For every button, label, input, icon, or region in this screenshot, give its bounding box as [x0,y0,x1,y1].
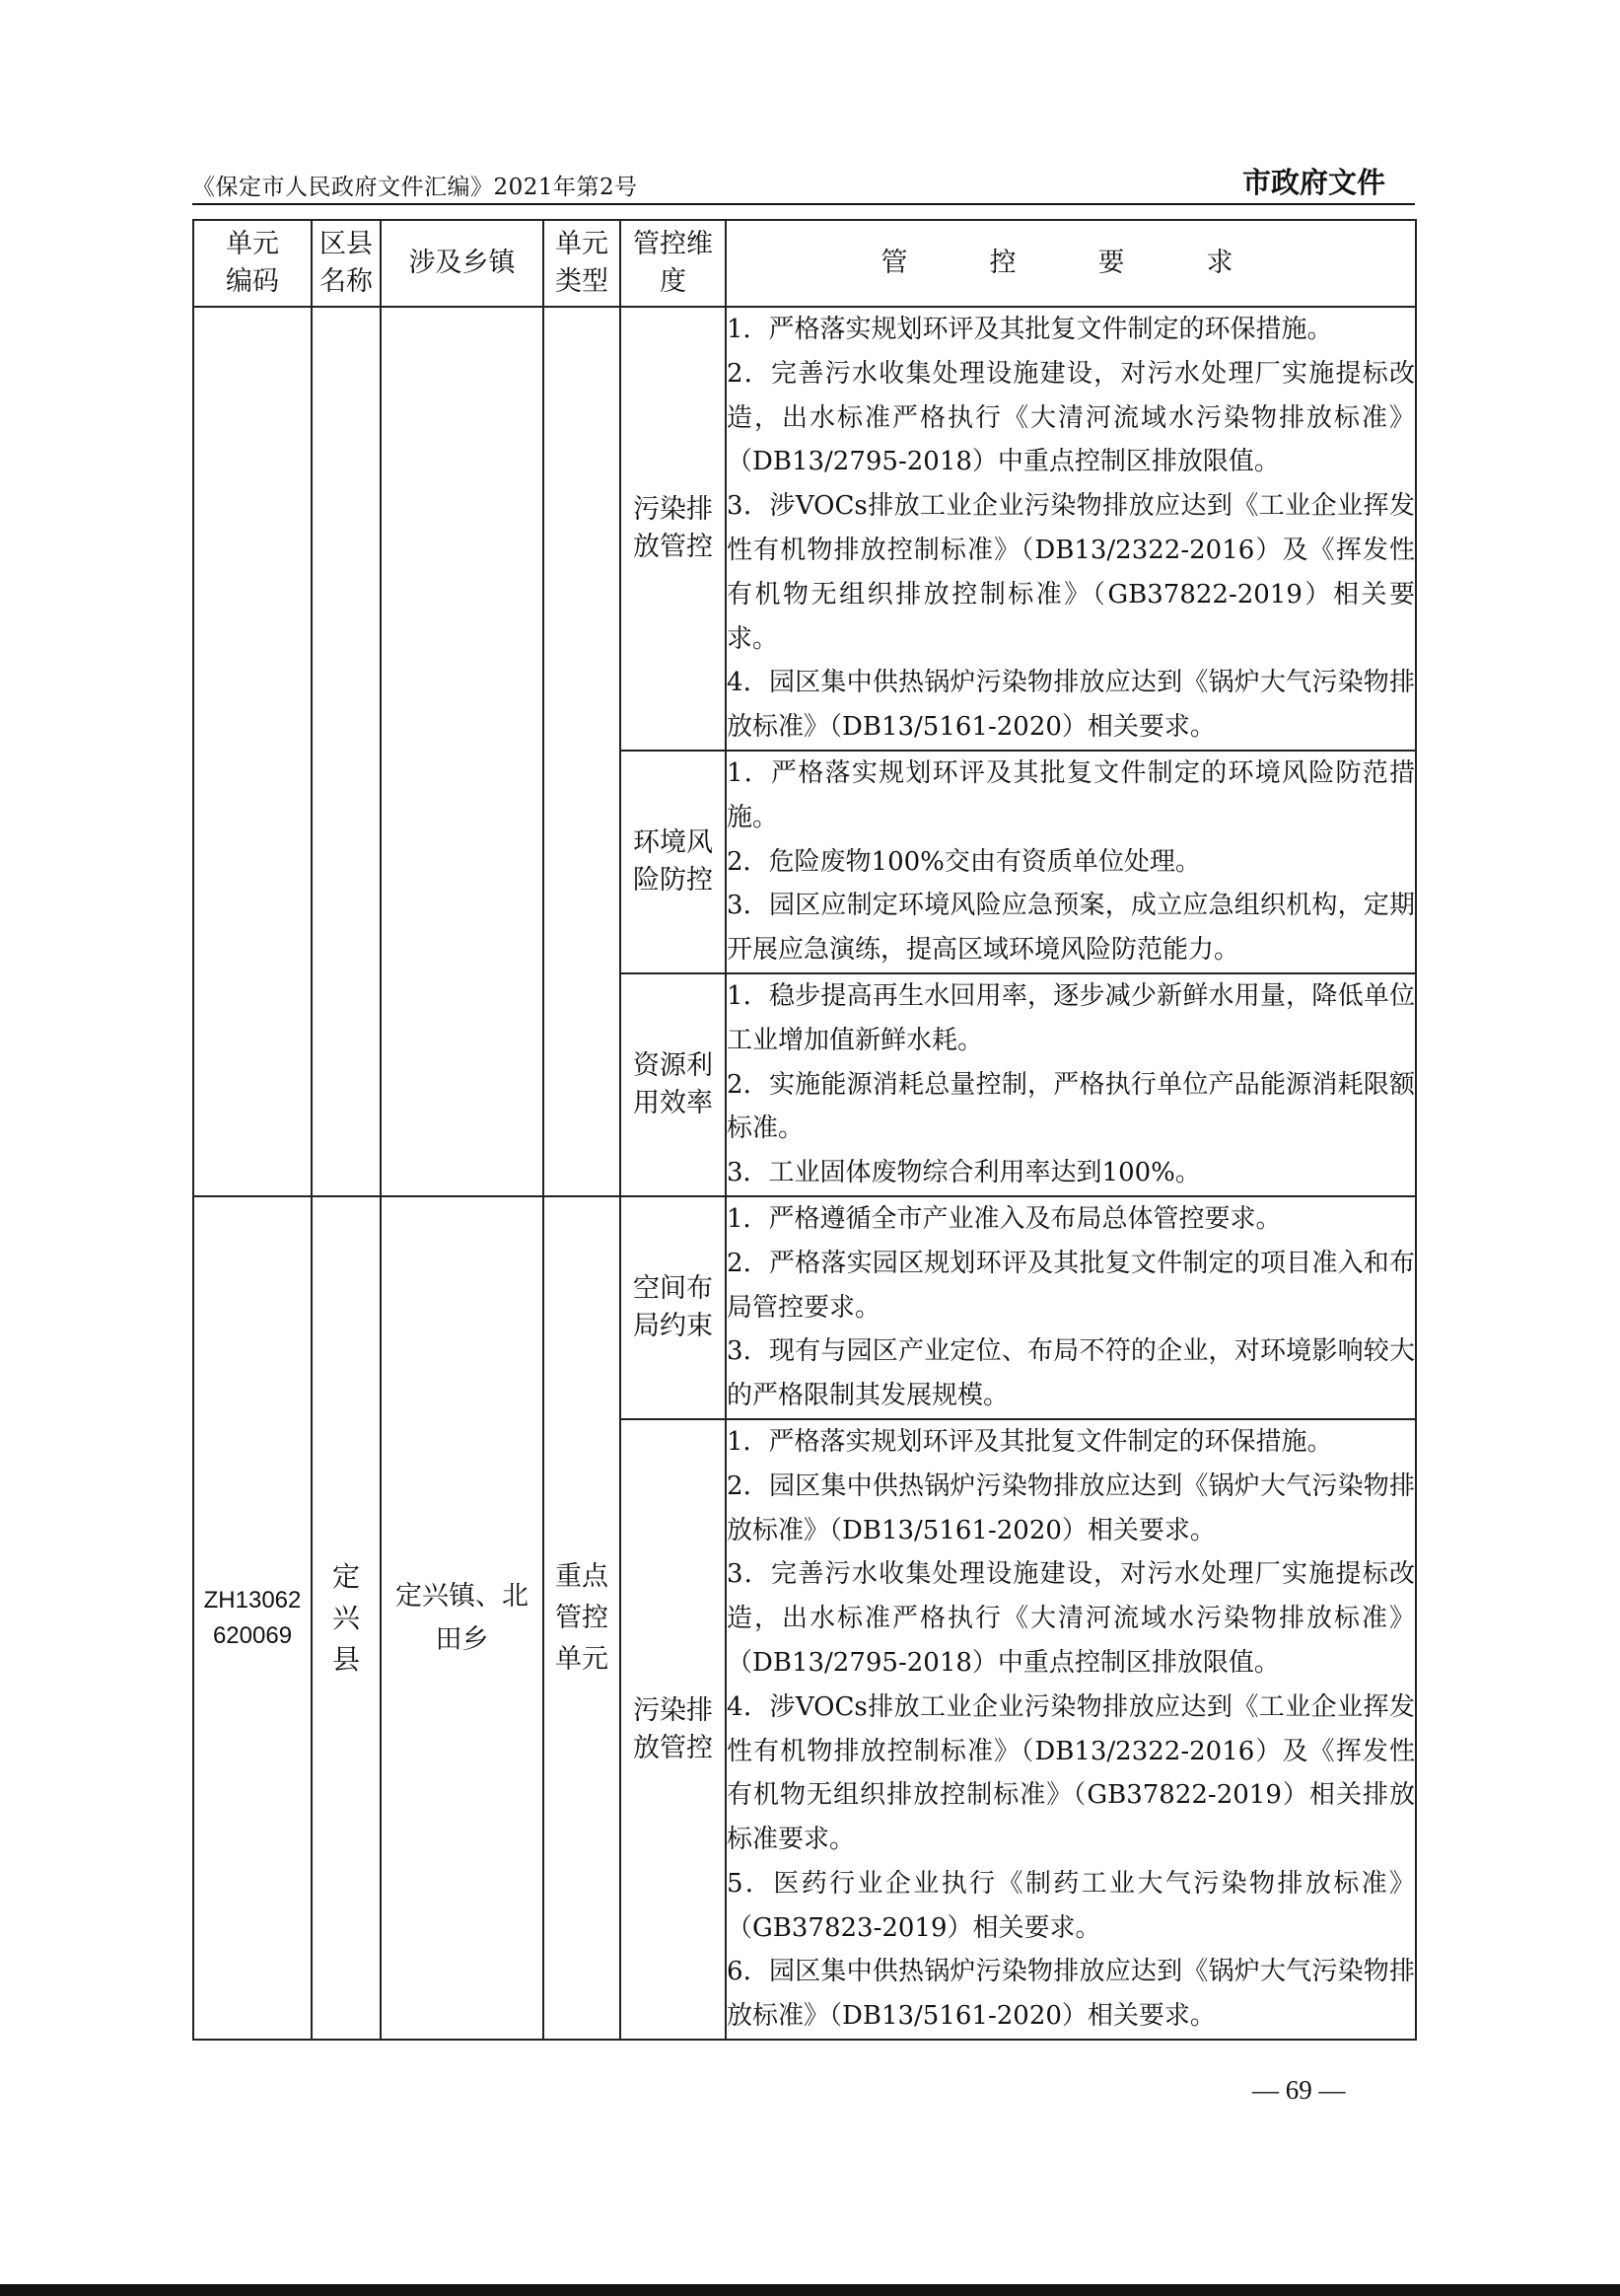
requirement-item: 1．严格落实规划环评及其批复文件制定的环境风险防范措施。 [727,757,1415,832]
county-cell [312,307,381,1196]
requirement-item: 2．危险废物100%交由有资质单位处理。 [727,846,1201,877]
requirement-item: 3．园区应制定环境风险应急预案，成立应急组织机构，定期开展应急演练，提高区域环境风险防范能力。 [727,891,1415,966]
requirements-cell [726,973,1416,1196]
county-name: 定兴县 [331,1559,360,1676]
scan-edge-bar [0,2284,1620,2296]
requirements-cell [726,307,1416,751]
requirements-cell [726,751,1416,973]
towns-cell [381,1196,543,2040]
requirement-item: 1．严格遵循全市产业准入及布局总体管控要求。 [727,1203,1282,1234]
table-row [193,307,1416,751]
header-unit-type: 单元类型 [543,220,620,307]
requirements-cell [726,1419,1416,2040]
running-header [192,161,1385,201]
dimension-cell: 空间布局约束 [620,1196,726,1419]
publication-title: 《保定市人民政府文件汇编》2021年第2号 [192,175,638,200]
header-requirements: 管 控 要 求 [726,220,1416,307]
unit-type-cell [543,307,620,1196]
dimension-cell: 资源利用效率 [620,973,726,1196]
requirement-item: 2．实施能源消耗总量控制，严格执行单位产品能源消耗限额标准。 [727,1069,1415,1144]
page-number: — 69 — [1252,2075,1346,2105]
requirement-item: 3．工业固体废物综合利用率达到100%。 [727,1158,1201,1188]
towns-text: 定兴镇、北田乡 [395,1580,528,1655]
requirement-item: 3．现有与园区产业定位、布局不符的企业，对环境影响较大的严格限制其发展规模。 [727,1336,1415,1411]
unit-code: ZH13062620069 [203,1586,302,1649]
table-row [193,1196,1416,1419]
dimension-cell: 环境风险防控 [620,751,726,973]
header-towns: 涉及乡镇 [381,220,543,307]
dimension-cell: 污染排放管控 [620,1419,726,2040]
requirement-item: 2．园区集中供热锅炉污染物排放应达到《锅炉大气污染物排放标准》（DB13/5161-2020）相关要求。 [727,1471,1415,1545]
requirement-item: 1．严格落实规划环评及其批复文件制定的环保措施。 [727,315,1333,344]
towns-cell [381,307,543,1196]
requirement-item: 6．园区集中供热锅炉污染物排放应达到《锅炉大气污染物排放标准》（DB13/5161-2020）相关要求。 [727,1957,1415,2032]
header-dimension: 管控维度 [620,220,726,307]
unit-code-cell [193,1196,312,2040]
table-header-row [193,220,1416,307]
unit-code-cell [193,307,312,1196]
requirement-item: 5．医药行业企业执行《制药工业大气污染物排放标准》（GB37823-2019）相关要求。 [727,1868,1415,1943]
requirement-item: 1．稳步提高再生水回用率，逐步减少新鲜水用量，降低单位工业增加值新鲜水耗。 [727,980,1415,1055]
requirement-item: 4．园区集中供热锅炉污染物排放应达到《锅炉大气污染物排放标准》（DB13/5161-2020）相关要求。 [727,668,1415,743]
header-unit-code: 单元编码 [193,220,312,307]
control-requirements-table [192,219,1417,2041]
section-title: 市政府文件 [1241,166,1385,199]
requirement-item: 3．完善污水收集处理设施建设，对污水处理厂实施提标改造，出水标准严格执行《大清河流域水污染物排放标准》（DB13/2795-2018）中重点控制区排放限值。 [727,1559,1415,1678]
requirement-item: 3．涉VOCs排放工业企业污染物排放应达到《工业企业挥发性有机物排放控制标准》（DB13/2322-2016）及《挥发性有机物无组织排放控制标准》（GB37822-2019）相关要求。 [727,491,1415,654]
header-rule [192,203,1415,205]
requirements-cell [726,1196,1416,1419]
requirement-item: 2．完善污水收集处理设施建设，对污水处理厂实施提标改造，出水标准严格执行《大清河流域水污染物排放标准》（DB13/2795-2018）中重点控制区排放限值。 [727,358,1415,477]
header-county-name: 区县名称 [312,220,381,307]
requirement-item: 1．严格落实规划环评及其批复文件制定的环保措施。 [727,1426,1333,1457]
requirement-item: 2．严格落实园区规划环评及其批复文件制定的项目准入和布局管控要求。 [727,1248,1415,1323]
requirement-item: 4．涉VOCs排放工业企业污染物排放应达到《工业企业挥发性有机物排放控制标准》（DB13/2322-2016）及《挥发性有机物无组织排放控制标准》（GB37822-2019）相关排放标准要求。 [727,1691,1415,1855]
county-cell [312,1196,381,2040]
unit-type-text: 重点管控单元 [555,1560,608,1675]
dimension-cell: 污染排放管控 [620,307,726,751]
unit-type-cell [543,1196,620,2040]
